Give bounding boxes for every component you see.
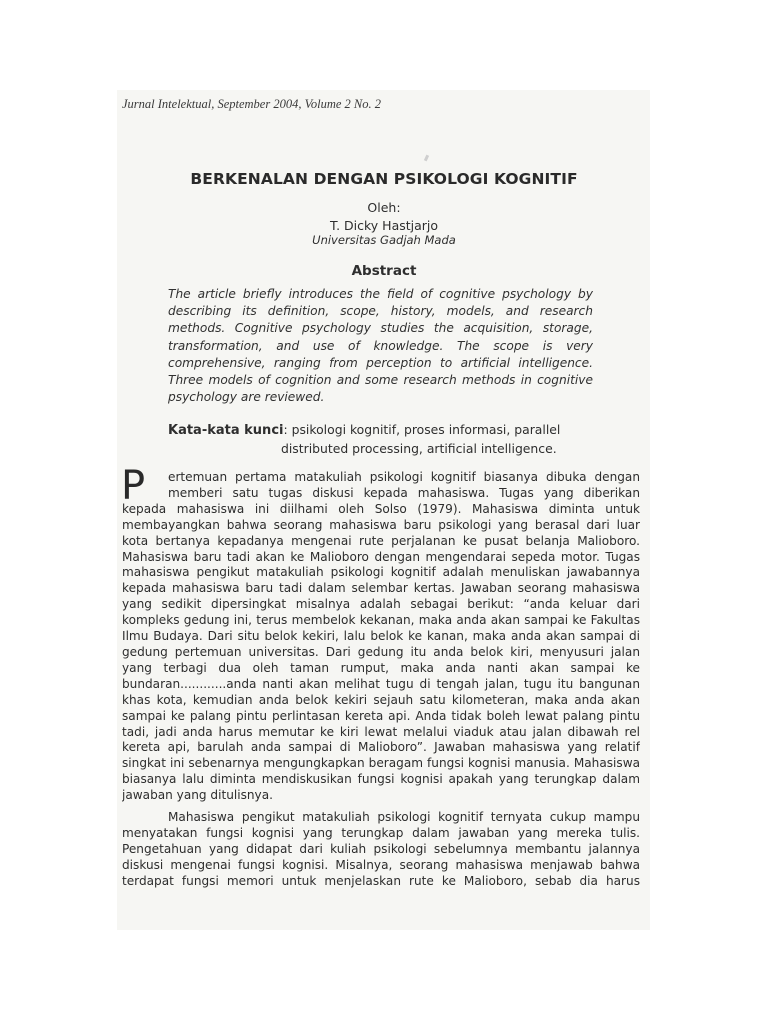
paragraph-1-line: gedung pertemuan universitas. Dari gedung itu anda belok kiri, menyusuri jalan [122,644,640,659]
paragraph-1-line: memberi satu tugas diskusi kepada mahasiswa. Tugas yang diberikan [168,485,640,500]
keywords-line-1: : psikologi kognitif, proses informasi, parallel [283,422,561,437]
paragraph-1-line: kereta api, barulah anda sampai di Malioboro”. Jawaban mahasiswa yang relatif [122,740,640,755]
abstract-heading: Abstract [351,263,417,279]
paragraph-2-line: diskusi mengenai fungsi kognisi. Misalnya, seorang mahasiswa menjawab bahwa [122,857,640,872]
author-affiliation: Universitas Gadjah Mada [312,233,456,247]
author-name: T. Dicky Hastjarjo [329,218,439,233]
paragraph-1-line: yang sedikit dipersingkat misalnya adalah sebagai berikut: “anda keluar dari [122,597,640,612]
paragraph-1-line: biasanya lalu diminta mendiskusikan fungsi kognisi apakah yang terungkap dalam [122,772,640,787]
paragraph-1-line: membayangkan bahwa seorang mahasiswa baru psikologi yang berasal dari luar [122,517,640,532]
paragraph-1-line: kepada mahasiswa ini diilhami oleh Solso (1979). Mahasiswa diminta untuk [122,501,640,516]
keywords-line-2: distributed processing, artificial intelligence. [281,441,557,456]
paragraph-1-line: yang terbagi dua oleh taman rumput, maka anda nanti akan sampai ke [122,660,640,675]
paragraph-1-line: tadi, jadi anda harus memutar ke kiri lewat melalui viaduk atau jalan dibawah rel [122,724,640,739]
article-title: BERKENALAN DENGAN PSIKOLOGI KOGNITIF [190,170,578,188]
abstract-body [168,286,593,406]
paragraph-1-line: singkat ini sebenarnya mengungkapkan beragam fungsi kognisi manusia. Mahasiswa [122,756,640,771]
paragraph-1-line: Mahasiswa baru tadi akan ke Malioboro dengan mengendarai sepeda motor. Tugas [122,549,640,564]
abstract-line: comprehensive, ranging from perception to artificial intelligence. [168,355,593,370]
keywords [168,421,598,458]
journal-header: Jurnal Intelektual, September 2004, Volume 2 No. 2 [122,97,381,111]
abstract-line: methods. Cognitive psychology studies the acquisition, storage, [168,321,593,336]
paragraph-1-line: ertemuan pertama matakuliah psikologi kognitif biasanya dibuka dengan [168,470,640,484]
abstract-line: describing its definition, scope, history, models, and research [168,304,593,319]
abstract-line: transformation, and use of knowledge. The scope is very [168,338,593,353]
drop-cap: P [121,463,146,509]
abstract-line: Three models of cognition and some research methods in cognitive [168,373,593,388]
paragraph-2-line: menyatakan fungsi kognisi yang terungkap dalam jawaban yang mereka tulis. [122,825,640,840]
abstract-line: The article briefly introduces the field of cognitive psychology by [168,287,593,301]
keywords-label: Kata-kata kunci [168,423,284,438]
paragraph-2-line: terdapat fungsi memori untuk menjelaskan rute ke Malioboro, sebab dia harus [122,873,640,888]
paragraph-1-line: khas kota, kemudian anda belok kekiri sejauh satu kilometeran, maka anda akan [122,692,640,707]
paragraph-1-line: sampai ke palang pintu perlintasan kereta api. Anda tidak boleh lewat palang pintu [122,708,640,723]
paragraph-2-line: Mahasiswa pengikut matakuliah psikologi kognitif ternyata cukup mampu [168,810,640,825]
abstract-line: psychology are reviewed. [168,390,325,405]
paragraph-1-line: kompleks gedung ini, terus membelok kekanan, maka anda akan sampai ke Fakultas [122,613,640,628]
body-text [122,470,640,890]
paragraph-1-line: bundaran............anda nanti akan melihat tugu di tengah jalan, tugu itu bangunan [122,676,640,691]
paragraph-1-line: Ilmu Budaya. Dari situ belok kekiri, lalu belok ke kanan, maka anda akan sampai di [122,629,640,644]
paragraph-2-line: Pengetahuan yang didapat dari kuliah psikologi sebelumnya membantu jalannya [122,841,640,856]
paragraph-1-line: mahasiswa pengikut matakuliah psikologi kognitif adalah menuliskan jawabannya [122,565,640,580]
byline-label: Oleh: [367,200,401,215]
paragraph-1-line: kepada mahasiswa baru tadi dalam selembar kertas. Jawaban seorang mahasiswa [122,581,640,596]
paragraph-1-line: kota bertanya kepadanya mengenai rute perjalanan ke pusat belanja Malioboro. [122,533,640,548]
paragraph-1-line: jawaban yang ditulisnya. [122,788,273,803]
